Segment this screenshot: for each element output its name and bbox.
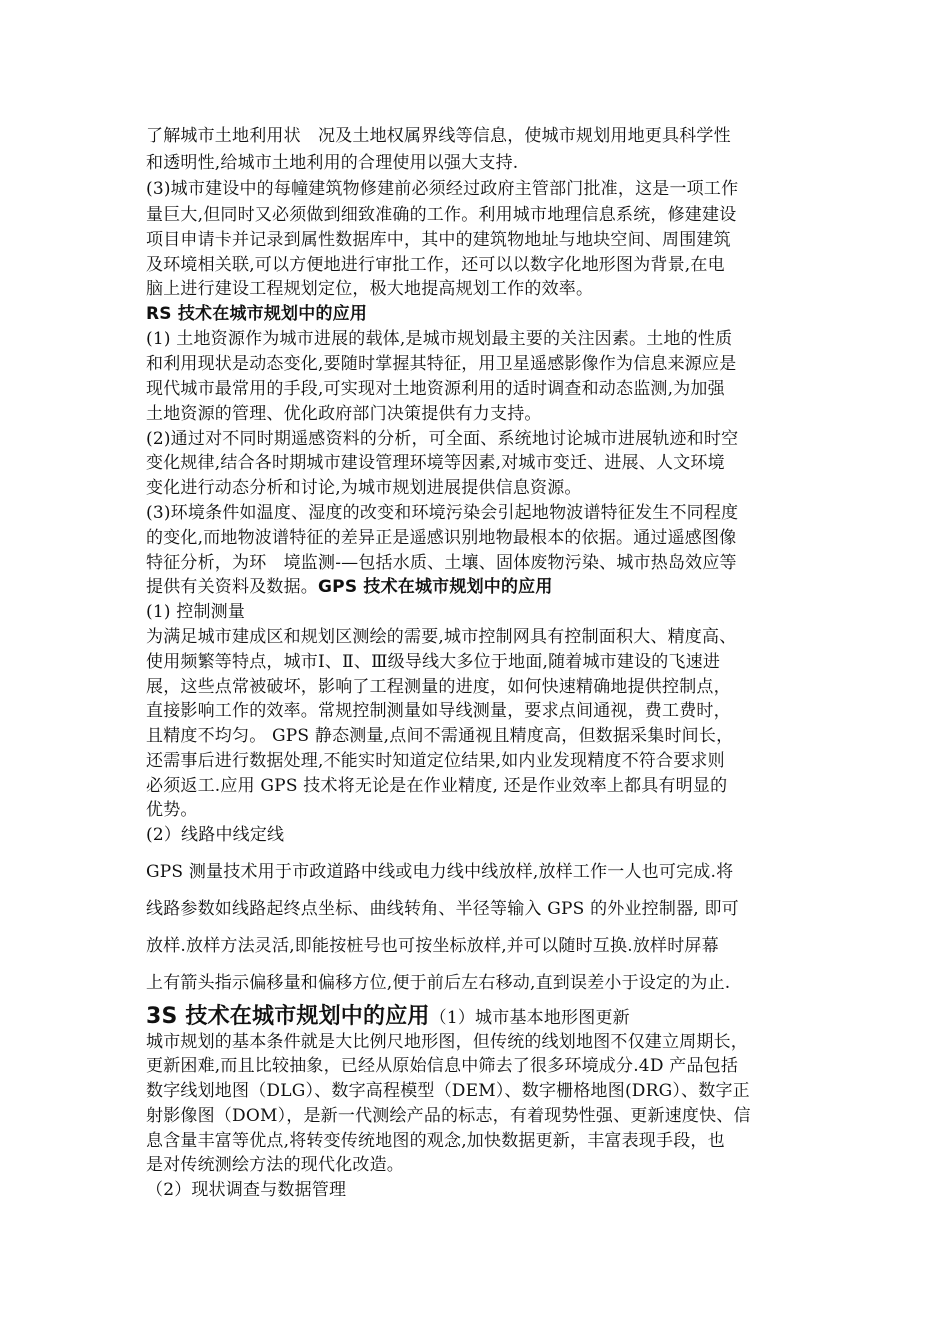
text-line: 现代城市最常用的手段,可实现对土地资源利用的适时调查和动态监测,为加强: [146, 379, 725, 399]
text-line: 城市规划的基本条件就是大比例尺地形图，但传统的线划地图不仅建立周期长，: [146, 1032, 748, 1052]
text-line: 数字线划地图（DLG）、数字高程模型（DEM）、数字栅格地图(DRG）、数字正: [146, 1081, 750, 1101]
text-line: (3)城市建设中的每幢建筑物修建前必须经过政府主管部门批准，这是一项工作: [146, 179, 739, 199]
text-line: 项目申请卡并记录到属性数据库中，其中的建筑物地址与地块空间、周围建筑: [146, 230, 731, 250]
text-line: (1) 土地资源作为城市进展的载体,是城市规划最主要的关注因素。土地的性质: [146, 329, 733, 349]
text-line: GPS 测量技术用于市政道路中线或电力线中线放样,放样工作一人也可完成.将: [146, 862, 734, 882]
text-line: 直接影响工作的效率。常规控制测量如导线测量，要求点间通视，费工费时，: [146, 701, 731, 721]
text-line-with-heading: [146, 577, 826, 597]
text-line: 且精度不均匀。 GPS 静态测量,点间不需通视且精度高，但数据采集时间长，: [146, 726, 734, 746]
text-line: 变化进行动态分析和讨论,为城市规划进展提供信息资源。: [146, 478, 582, 498]
text-line: 土地资源的管理、优化政府部门决策提供有力支持。: [146, 404, 542, 424]
section-heading-rs: RS 技术在城市规划中的应用: [146, 304, 368, 324]
text-line: 了解城市土地利用状 况及土地权属界线等信息，使城市规划用地更具科学性: [146, 126, 731, 146]
text-line: 射影像图（DOM），是新一代测绘产品的标志，有着现势性强、更新速度快、信: [146, 1106, 751, 1126]
section-heading-gps: GPS 技术在城市规划中的应用: [318, 577, 553, 597]
section-heading-3s: 3S 技术在城市规划中的应用: [146, 1004, 430, 1029]
text-line: 和利用现状是动态变化,要随时掌握其特征，用卫星遥感影像作为信息来源应是: [146, 354, 737, 374]
text-line: 和透明性,给城市土地利用的合理使用以强大支持.: [146, 153, 519, 173]
subheading: （1）城市基本地形图更新: [429, 1008, 630, 1028]
text-line: 是对传统测绘方法的现代化改造。: [146, 1155, 404, 1175]
text-line: 上有箭头指示偏移量和偏移方位,便于前后左右移动,直到误差小于设定的为止.: [146, 973, 731, 993]
text-line: 更新困难,而且比较抽象，已经从原始信息中筛去了很多环境成分.4D 产品包括: [146, 1056, 739, 1076]
text-line: 脑上进行建设工程规划定位，极大地提高规划工作的效率。: [146, 279, 594, 299]
text-fragment: 提供有关资料及数据。: [146, 577, 318, 597]
text-line: 优势。: [146, 800, 198, 820]
text-line: 特征分析，为环 境监测-—包括水质、土壤、固体废物污染、城市热岛效应等: [146, 553, 737, 573]
text-line: 还需事后进行数据处理,不能实时知道定位结果,如内业发现精度不符合要求则: [146, 751, 725, 771]
text-line: (3)环境条件如温度、湿度的改变和环境污染会引起地物波谱特征发生不同程度: [146, 503, 739, 523]
text-line: 使用频繁等特点，城市Ⅰ、Ⅱ、Ⅲ级导线大多位于地面,随着城市建设的飞速进: [146, 652, 721, 672]
text-line: (2）线路中线定线: [146, 825, 285, 845]
text-line: 展，这些点常被破坏，影响了工程测量的进度，如何快速精确地提供控制点，: [146, 677, 731, 697]
text-line: 息含量丰富等优点,将转变传统地图的观念,加快数据更新，丰富表现手段，也: [146, 1131, 725, 1151]
text-line: 必须返工.应用 GPS 技术将无论是在作业精度, 还是作业效率上都具有明显的: [146, 776, 728, 796]
text-line: （2）现状调查与数据管理: [146, 1180, 347, 1200]
text-line: 及环境相关联,可以方便地进行审批工作，还可以以数字化地形图为背景,在电: [146, 255, 725, 275]
text-line-with-heading: [146, 1004, 826, 1031]
text-line: 量巨大,但同时又必须做到细致准确的工作。利用城市地理信息系统，修建建设: [146, 205, 737, 225]
text-line: 的变化,而地物波谱特征的差异正是遥感识别地物最根本的依据。通过遥感图像: [146, 528, 737, 548]
text-line: 为满足城市建成区和规划区测绘的需要,城市控制网具有控制面积大、精度高、: [146, 627, 737, 647]
text-line: (2)通过对不同时期遥感资料的分析，可全面、系统地讨论城市进展轨迹和时空: [146, 429, 739, 449]
text-line: 放样.放样方法灵活,即能按桩号也可按坐标放样,并可以随时互换.放样时屏幕: [146, 936, 719, 956]
text-line: 线路参数如线路起终点坐标、曲线转角、半径等输入 GPS 的外业控制器, 即可: [146, 899, 739, 919]
text-line: 变化规律,结合各时期城市建设管理环境等因素,对城市变迁、进展、人文环境: [146, 453, 725, 473]
text-line: (1) 控制测量: [146, 602, 246, 622]
